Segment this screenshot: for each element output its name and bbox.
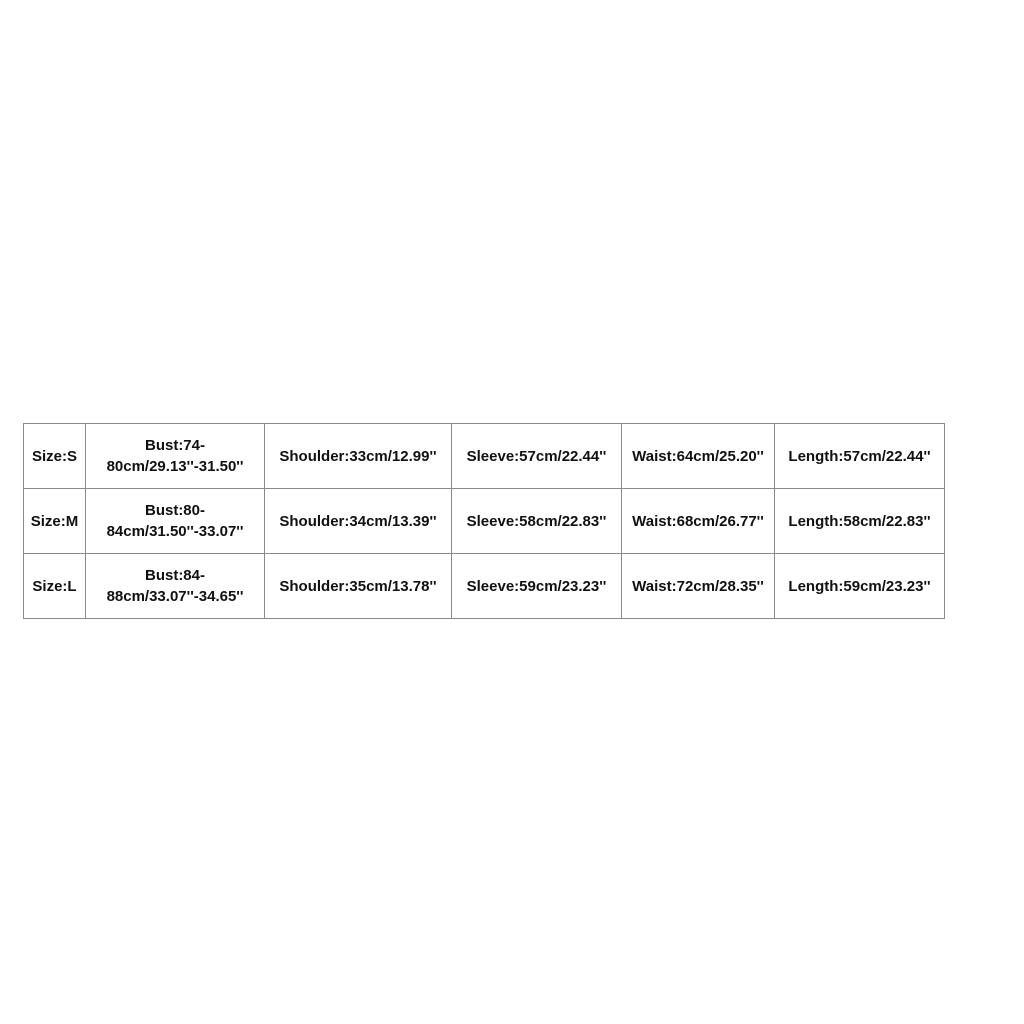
sleeve-cell: Sleeve:59cm/23.23'' xyxy=(452,554,622,619)
length-cell: Length:58cm/22.83'' xyxy=(775,489,945,554)
waist-cell: Waist:72cm/28.35'' xyxy=(622,554,775,619)
length-cell: Length:59cm/23.23'' xyxy=(775,554,945,619)
size-cell: Size:L xyxy=(24,554,86,619)
bust-cell: Bust:80-84cm/31.50''-33.07'' xyxy=(86,489,265,554)
sleeve-cell: Sleeve:57cm/22.44'' xyxy=(452,424,622,489)
size-row-m xyxy=(24,489,945,554)
size-row-s xyxy=(24,424,945,489)
waist-cell: Waist:68cm/26.77'' xyxy=(622,489,775,554)
size-row-l xyxy=(24,554,945,619)
shoulder-cell: Shoulder:34cm/13.39'' xyxy=(265,489,452,554)
size-chart-table xyxy=(23,423,945,619)
waist-cell: Waist:64cm/25.20'' xyxy=(622,424,775,489)
size-cell: Size:M xyxy=(24,489,86,554)
shoulder-cell: Shoulder:33cm/12.99'' xyxy=(265,424,452,489)
shoulder-cell: Shoulder:35cm/13.78'' xyxy=(265,554,452,619)
length-cell: Length:57cm/22.44'' xyxy=(775,424,945,489)
size-cell: Size:S xyxy=(24,424,86,489)
sleeve-cell: Sleeve:58cm/22.83'' xyxy=(452,489,622,554)
bust-cell: Bust:74-80cm/29.13''-31.50'' xyxy=(86,424,265,489)
bust-cell: Bust:84-88cm/33.07''-34.65'' xyxy=(86,554,265,619)
